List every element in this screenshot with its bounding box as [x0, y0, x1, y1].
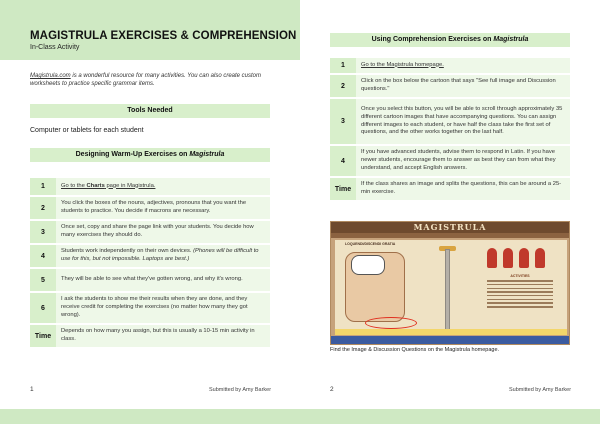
site-subheading: LOQUENDI/DISCENDI GRATIA [345, 242, 396, 246]
step-text [56, 245, 270, 267]
magistrula-homepage-screenshot [330, 221, 570, 345]
table-row [30, 245, 270, 267]
page-number: 2 [330, 386, 334, 393]
link-text-bold: Charts [86, 182, 105, 189]
step-number: 2 [30, 197, 56, 219]
table-row [330, 58, 570, 73]
site-nav-bar [331, 233, 569, 238]
credit-line: Submitted by Amy Barker [209, 387, 272, 393]
figure-icon [519, 248, 529, 268]
panel-line [487, 280, 553, 282]
highlight-circle [365, 317, 417, 329]
comprehension-heading-text: Using Comprehension Exercises on [371, 36, 494, 43]
speech-bubble [351, 255, 385, 275]
step-number: 2 [330, 75, 356, 97]
intro-paragraph [30, 72, 270, 88]
page-number: 1 [30, 386, 34, 393]
panel-line [487, 299, 553, 301]
step-number: 4 [30, 245, 56, 267]
site-title: MAGISTRULA [331, 222, 569, 233]
step-text: Once set, copy and share the page link with your students. You decide how many exercises they should do. [56, 221, 270, 243]
document-title: MAGISTRULA EXERCISES & COMPREHENSION [30, 30, 297, 42]
table-row [30, 325, 270, 347]
warmup-heading [30, 148, 270, 162]
panel-line [487, 288, 553, 290]
step-number: 1 [330, 58, 356, 73]
step-text-italic: (Phones will be difficult to use for this, but not impossible. Laptops are best.) [61, 248, 259, 262]
table-row [30, 178, 270, 195]
step-text-main: Students work independently on their own devices. [61, 248, 194, 255]
step-number: Time [330, 178, 356, 200]
panel-line [487, 291, 553, 293]
notice-bar [335, 329, 567, 335]
link-text-pre: Go to the [61, 182, 87, 189]
step-text: Depends on how many you assign, but this is usually a 10-15 min activity in class. [56, 325, 270, 347]
figure-icon [535, 248, 545, 268]
step-text: I ask the students to show me their results when they are done, and they receive credit for completing the exercises (no matter how many they got wrong). [56, 293, 270, 323]
table-row [330, 178, 570, 200]
step-text [56, 178, 270, 195]
table-row [30, 269, 270, 291]
step-text: You click the boxes of the nouns, adjectives, pronouns that you want the students to practice. You decide if macrons are necessary. [56, 197, 270, 219]
footer-band [0, 409, 600, 424]
figure-icons [481, 248, 561, 270]
charts-page-link[interactable] [61, 183, 155, 189]
step-text: Once you select this button, you will be able to scroll through approximately 35 different cartoon images that have accompanying questions. You can assign different images to each student, or have half the class take the first set of questions, and the other works together on the last half. [356, 99, 570, 144]
activities-panel [481, 274, 559, 328]
warmup-heading-text: Designing Warm-Up Exercises on [75, 151, 190, 158]
step-text: They will be able to see what they've gotten wrong, and why it's wrong. [56, 269, 270, 291]
table-row [30, 293, 270, 323]
table-row [30, 197, 270, 219]
credit-line: Submitted by Amy Barker [509, 387, 572, 393]
step-number: 4 [330, 146, 356, 176]
activities-title: ACTIVITIES [510, 274, 530, 278]
warmup-heading-em: Magistrula [189, 151, 225, 158]
link-text-post: page in Magistrula. [104, 182, 156, 189]
step-number: 5 [30, 269, 56, 291]
figure-icon [487, 248, 497, 268]
step-text [356, 58, 570, 73]
step-text: Click on the box below the cartoon that says "See full image and Discussion questions." [356, 75, 570, 97]
panel-line [487, 306, 553, 308]
tools-needed-heading: Tools Needed [30, 104, 270, 118]
step-number: 3 [30, 221, 56, 243]
intro-text: is a wonderful resource for many activities. You can also create custom worksheets to practice specific grammar items. [30, 73, 261, 87]
pillar-graphic [445, 249, 450, 331]
step-number: Time [30, 325, 56, 347]
step-number: 6 [30, 293, 56, 323]
step-text: If the class shares an image and splits the questions, this can be around a 25-min exercise. [356, 178, 570, 200]
panel-line [487, 284, 553, 286]
step-text: If you have advanced students, advise them to respond in Latin. If you have newer students, encourage them to answer as best they can from what they understand, and accept English answers. [356, 146, 570, 176]
table-row [330, 146, 570, 176]
document-subtitle: In-Class Activity [30, 44, 80, 51]
site-footer [331, 336, 569, 345]
table-row [330, 75, 570, 97]
panel-line [487, 295, 553, 297]
table-row [330, 99, 570, 144]
warmup-steps-table [30, 176, 270, 349]
comprehension-heading-em: Magistrula [493, 36, 529, 43]
panel-line [487, 302, 553, 304]
step-number: 3 [330, 99, 356, 144]
screenshot-caption: Find the Image & Discussion Questions on the Magistrula homepage. [330, 347, 500, 353]
homepage-link[interactable]: Go to the Magistrula homepage. [361, 61, 444, 68]
tools-needed-text: Computer or tablets for each student [30, 127, 144, 134]
comprehension-heading [330, 33, 570, 47]
step-number: 1 [30, 178, 56, 195]
table-row [30, 221, 270, 243]
figure-icon [503, 248, 513, 268]
comprehension-steps-table [330, 56, 570, 202]
magistrula-link[interactable]: Magistrula.com [30, 73, 71, 79]
